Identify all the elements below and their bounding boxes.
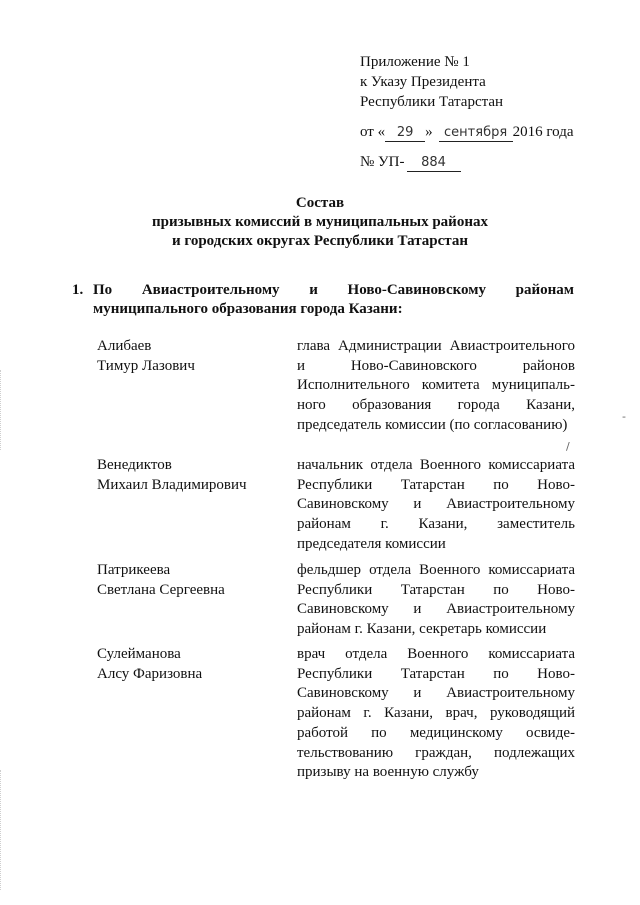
member-surname: Венедиктов	[97, 457, 172, 473]
date-prefix: от «	[360, 124, 386, 140]
appendix-block	[360, 52, 574, 172]
document-title	[60, 194, 580, 251]
member-given-name: Светлана Сергеевна	[97, 581, 225, 598]
date-suffix: 2016 года	[512, 124, 574, 140]
member-role: фельдшер отдела Военного комиссариата Республики Татарстан по Ново-Савиновскому и Авиастроительному районам г. Казани, секретарь комиссии	[297, 562, 575, 638]
number-value: 884	[421, 155, 446, 170]
date-day: 29	[396, 125, 414, 140]
date-mid: »	[425, 124, 433, 140]
member-name	[97, 561, 287, 600]
scan-speck: -	[622, 410, 626, 423]
appendix-line-2: к Указу Президента	[360, 74, 486, 90]
member-given-name: Алсу Фаризовна	[97, 665, 203, 682]
number-prefix: № УП-	[360, 154, 405, 170]
member-role: начальник отдела Военного комиссариата Республики Татарстан по Ново-Савиновскому и Авиастроительному районам г. Казани, заместитель председателя комиссии	[297, 457, 575, 552]
section-text: По Авиастроительному и Ново-Савиновскому районам муниципального образования города Казани:	[93, 282, 574, 317]
appendix-line-1: Приложение № 1	[360, 54, 470, 70]
scan-speck: /	[566, 440, 570, 453]
member-name	[97, 337, 287, 376]
date-month: сентября	[444, 125, 508, 140]
member-given-name: Михаил Владимирович	[97, 476, 247, 493]
member-name	[97, 645, 287, 684]
title-line-3: и городских округах Республики Татарстан	[172, 233, 468, 249]
title-line-1: Состав	[295, 195, 345, 211]
scan-edge-mark	[0, 770, 3, 890]
title-line-2: призывных комиссий в муниципальных районах	[152, 214, 488, 230]
appendix-line-3: Республики Татарстан	[360, 94, 504, 110]
section-number: 1.	[72, 282, 84, 298]
appendix-number	[360, 152, 574, 172]
member-name	[97, 456, 287, 495]
member-role: глава Администрации Авиастроительного и Ново-Савиновского районов Исполнительного комитета муниципального образования города Казани, председатель комиссии (по согласованию)	[297, 338, 575, 433]
member-given-name: Тимур Лазович	[97, 357, 195, 374]
member-surname: Сулейманова	[97, 646, 181, 662]
appendix-date	[360, 122, 574, 142]
section-heading	[72, 281, 574, 319]
member-role: врач отдела Военного комиссариата Республики Татарстан по Ново-Савиновскому и Авиастроительному районам г. Казани, врач, руководящий работой по медицинскому освидетельствованию граждан, подлежащих призыву на военную службу	[297, 646, 575, 781]
member-surname: Алибаев	[97, 338, 152, 354]
scan-edge-mark	[0, 370, 3, 450]
member-surname: Патрикеева	[97, 562, 171, 578]
